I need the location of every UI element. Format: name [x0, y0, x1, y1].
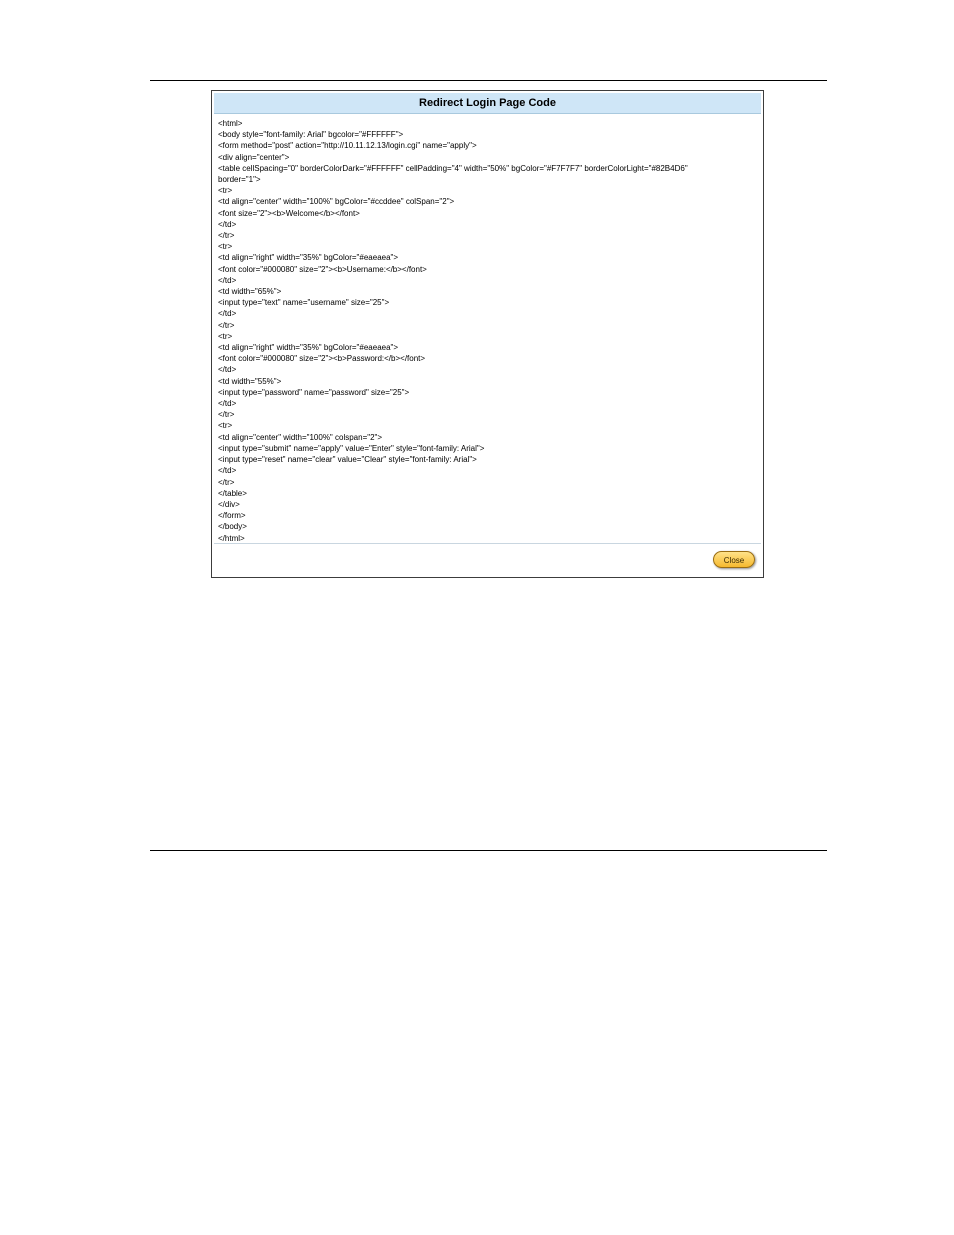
code-line: <form method="post" action="http://10.11.12.13/login.cgi" name="apply"> — [218, 141, 477, 151]
code-line: border="1"> — [218, 175, 261, 185]
code-line: <input type="submit" name="apply" value="Enter" style="font-family: Arial"> — [218, 443, 485, 453]
code-listing — [214, 114, 761, 544]
code-line: </td> — [218, 399, 237, 409]
code-line: </tr> — [218, 231, 235, 241]
redirect-login-code-dialog — [211, 90, 764, 578]
code-line: <font color="#000080" size="2"><b>Password:</b></font> — [218, 354, 426, 364]
code-line: </tr> — [218, 320, 235, 330]
code-line: <tr> — [218, 242, 233, 252]
code-line: </table> — [218, 488, 247, 498]
code-line: <table cellSpacing="0" borderColorDark="#FFFFFF" cellPadding="4" width="50%" bgColor="#F7F7F7" borderColorLight="#82B4D6" — [218, 163, 688, 173]
code-line: <td align="right" width="35%" bgColor="#eaeaea"> — [218, 253, 399, 263]
bottom-page-rule — [150, 850, 827, 851]
code-line: <td width="55%"> — [218, 376, 282, 386]
code-line: <td align="center" width="100%" bgColor="#ccddee" colSpan="2"> — [218, 197, 455, 207]
code-line: <input type="text" name="username" size="25"> — [218, 298, 390, 308]
code-line: </tr> — [218, 477, 235, 487]
code-line: <input type="reset" name="clear" value="Clear" style="font-family: Arial"> — [218, 455, 477, 465]
code-line: <font color="#000080" size="2"><b>Username:</b></font> — [218, 264, 427, 274]
code-lines-list — [214, 114, 761, 544]
code-line: </td> — [218, 309, 237, 319]
code-line: <td width="65%"> — [218, 287, 282, 297]
code-line: <tr> — [218, 186, 233, 196]
code-line: </td> — [218, 275, 237, 285]
code-line: </body> — [218, 522, 247, 532]
dialog-footer — [214, 545, 761, 575]
code-line: <html> — [218, 119, 243, 128]
dialog-title: Redirect Login Page Code — [214, 93, 761, 114]
code-line: <input type="password" name="password" size="25"> — [218, 387, 410, 397]
code-line: </html> — [218, 533, 245, 543]
code-line: <body style="font-family: Arial" bgcolor="#FFFFFF"> — [218, 130, 404, 140]
code-line: </td> — [218, 466, 237, 476]
code-line: <div align="center"> — [218, 152, 290, 162]
code-line: </td> — [218, 219, 237, 229]
code-line: </td> — [218, 365, 237, 375]
code-line: <font size="2"><b>Welcome</b></font> — [218, 208, 360, 218]
code-line: </div> — [218, 499, 240, 509]
code-line: <tr> — [218, 331, 233, 341]
code-line: </tr> — [218, 410, 235, 420]
code-line: <tr> — [218, 421, 233, 431]
code-line: </form> — [218, 511, 246, 521]
close-button[interactable]: Close — [713, 551, 755, 568]
top-page-rule — [150, 80, 827, 81]
code-line: <td align="right" width="35%" bgColor="#eaeaea"> — [218, 343, 399, 353]
code-line: <td align="center" width="100%" colspan="2"> — [218, 432, 383, 442]
